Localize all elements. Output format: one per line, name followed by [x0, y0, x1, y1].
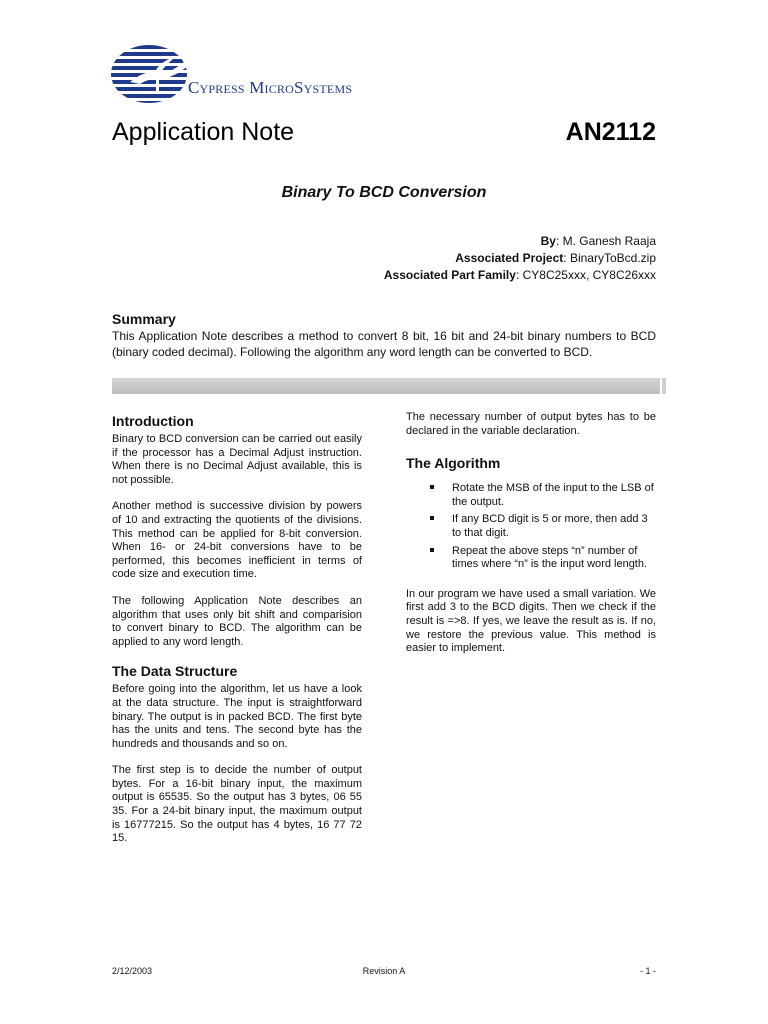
step-text: Rotate the MSB of the input to the LSB of the output.: [452, 482, 654, 508]
step-text: Repeat the above steps “n” number of times where “n” is the input word length.: [452, 544, 648, 571]
project-value: : BinaryToBcd.zip: [563, 251, 656, 265]
family-value: : CY8C25xxx, CY8C26xxx: [515, 268, 656, 282]
step-text: If any BCD digit is 5 or more, then add 3 to that digit.: [452, 513, 648, 539]
footer-revision: Revision A: [362, 966, 406, 976]
variation-paragraph: In our program we have used a small variation. We first add 3 to the BCD digits. Then we check if the result is =>8. If yes, we leave the result as is. If no, we restore the previous value. This method is easier to implement.: [406, 587, 656, 655]
list-item: [406, 545, 656, 572]
project-line: [384, 250, 656, 267]
intro-paragraph-2: Another method is successive division by powers of 10 and extracting the quotients of the divisions. This method can be applied for 8-bit conversion. When 16- or 24-bit conversions have to be performed, this becomes inefficient in terms of code size and execution time.: [112, 500, 362, 581]
data-structure-paragraph-2: The first step is to decide the number of output bytes. For a 16-bit binary input, the maximum output is 65535. So the output has 3 bytes, 06 55 35. For a 24-bit binary input, the maximum output is 16777215. So the output has 4 bytes, 16 77 72 15.: [112, 764, 362, 845]
document-title: Binary To BCD Conversion: [281, 184, 487, 201]
footer-page-number: - 1 -: [639, 966, 656, 976]
bullet-icon: [430, 516, 434, 520]
logo-wordmark: Cypress MicroSystems: [188, 78, 353, 97]
output-bytes-paragraph: The necessary number of output bytes has to be declared in the variable declaration.: [406, 411, 656, 437]
list-item: [406, 482, 656, 509]
algorithm-heading: The Algorithm: [406, 455, 501, 472]
right-column: [406, 411, 656, 669]
author-value: : M. Ganesh Raaja: [555, 234, 656, 248]
company-logo: [110, 44, 370, 114]
list-item: [406, 513, 656, 540]
author-info: [384, 233, 656, 284]
note-number: AN2112: [565, 118, 656, 146]
bullet-icon: [430, 485, 434, 489]
family-line: [384, 267, 656, 284]
summary-heading: Summary: [112, 311, 176, 327]
intro-paragraph-1: Binary to BCD conversion can be carried out easily if the processor has a Decimal Adjust instruction. When there is no Decimal Adjust available, this is not possible.: [112, 433, 362, 486]
algorithm-steps: [406, 482, 656, 572]
project-label: Associated Project: [455, 251, 564, 265]
cypress-tree-globe-icon: [110, 44, 188, 108]
document-type: Application Note: [112, 118, 295, 146]
family-label: Associated Part Family: [383, 268, 516, 282]
footer-date: 2/12/2003: [112, 966, 153, 976]
author-label: By: [540, 234, 556, 248]
data-structure-heading: The Data Structure: [112, 663, 238, 680]
left-column: [112, 412, 362, 859]
section-divider: [112, 378, 660, 394]
summary-text: This Application Note describes a method to convert 8 bit, 16 bit and 24-bit binary numbers to BCD (binary coded decimal). Following the algorithm any word length can be converted to BCD.: [112, 329, 656, 359]
intro-paragraph-3: The following Application Note describes an algorithm that uses only bit shift and comparision to convert binary to BCD. The algorithm can be applied to any word length.: [112, 594, 362, 648]
author-line: [384, 233, 656, 250]
introduction-heading: Introduction: [112, 413, 194, 429]
data-structure-paragraph-1: Before going into the algorithm, let us have a look at the data structure. The input is straightforward binary. The output is in packed BCD. The first byte has the units and tens. The second byte has the hundreds and thousands and so on.: [112, 683, 362, 750]
bullet-icon: [430, 548, 434, 552]
